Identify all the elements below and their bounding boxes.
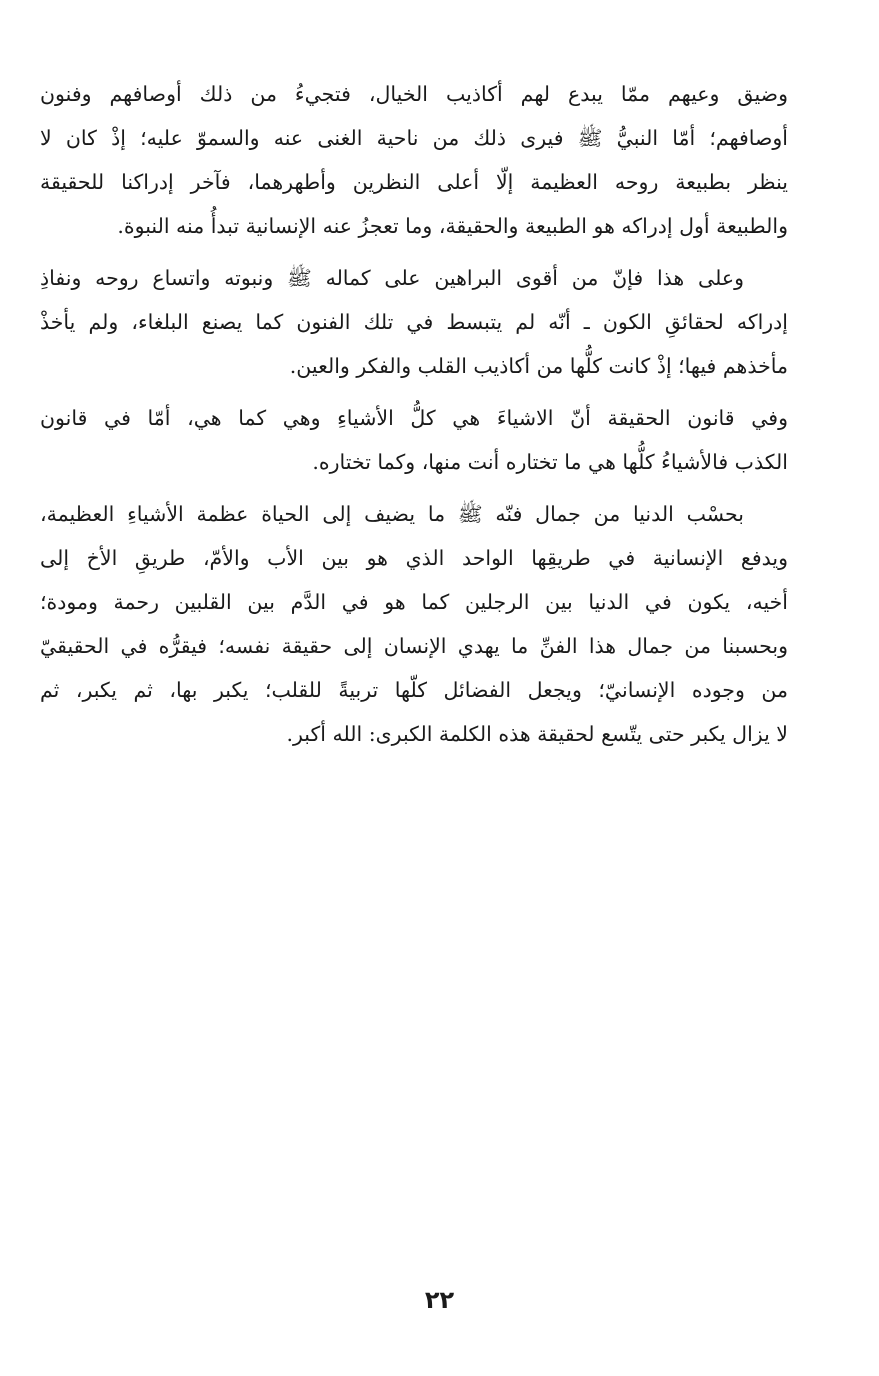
text-line: وعلى هذا فإنّ من أقوى البراهين على كماله ﷺ ونبوته واتساع روحه ونفاذِ xyxy=(40,266,744,290)
page-number: ٢٢ xyxy=(424,1286,455,1314)
text-line: ويدفع الإنسانية في طريقِها الواحد الذي هو بين الأب والأمّ، طريقِ الأخ إلى xyxy=(40,546,788,570)
text-line: أوصافهم؛ أمّا النبيُّ ﷺ فيرى ذلك من ناحية الغنى عنه والسموّ عليه؛ إذْ كان لا xyxy=(40,126,788,150)
text-line: من وجوده الإنسانيّ؛ ويجعل الفضائل كلّها تربيةً للقلب؛ يكبر بها، ثم يكبر، ثم xyxy=(40,678,788,702)
text-line: ينظر بطبيعة روحه العظيمة إلّا أعلى النظرين وأطهرهما، فآخر إدراكنا للحقيقة xyxy=(40,170,788,194)
text-line: الكذب فالأشياءُ كلُّها هي ما تختاره أنت منها، وكما تختاره. xyxy=(312,450,788,474)
paragraph-gap xyxy=(40,484,788,492)
text-line: وبحسبنا من جمال هذا الفنِّ ما يهدي الإنسان إلى حقيقة نفسه؛ فيقرُّه في الحقيقيّ xyxy=(40,634,788,658)
paragraph xyxy=(40,256,788,388)
text-line: أخيه، يكون في الدنيا بين الرجلين كما هو في الدَّم بين القلبين رحمة ومودة؛ xyxy=(40,590,788,614)
text-line: وفي قانون الحقيقة أنّ الاشياءَ هي كلُّ الأشياءِ وهي كما هي، أمّا في قانون xyxy=(40,406,788,430)
paragraph xyxy=(40,72,788,248)
text-line: والطبيعة أول إدراكه هو الطبيعة والحقيقة، وما تعجزُ عنه الإنسانية تبدأُ منه النبوة. xyxy=(117,214,788,238)
paragraph-gap xyxy=(40,388,788,396)
paragraph xyxy=(40,492,788,756)
text-line: بحسْب الدنيا من جمال فنّه ﷺ ما يضيف إلى الحياة عظمة الأشياءِ العظيمة، xyxy=(40,502,744,526)
text-line: لا يزال يكبر حتى يتّسع لحقيقة هذه الكلمة الكبرى: الله أكبر. xyxy=(286,722,788,746)
text-line: مأخذهم فيها؛ إذْ كانت كلُّها من أكاذيب القلب والفكر والعين. xyxy=(289,354,788,378)
paragraph-gap xyxy=(40,248,788,256)
body-text xyxy=(40,72,788,756)
text-line: إدراكه لحقائقِ الكون ـ أنّه لم يتبسط في تلك الفنون كما يصنع البلغاء، ولم يأخذْ xyxy=(40,310,788,334)
paragraph xyxy=(40,396,788,484)
text-line: وضيق وعيهم ممّا يبدع لهم أكاذيب الخيال، فتجيءُ من ذلك أوصافهم وفنون xyxy=(40,82,788,106)
